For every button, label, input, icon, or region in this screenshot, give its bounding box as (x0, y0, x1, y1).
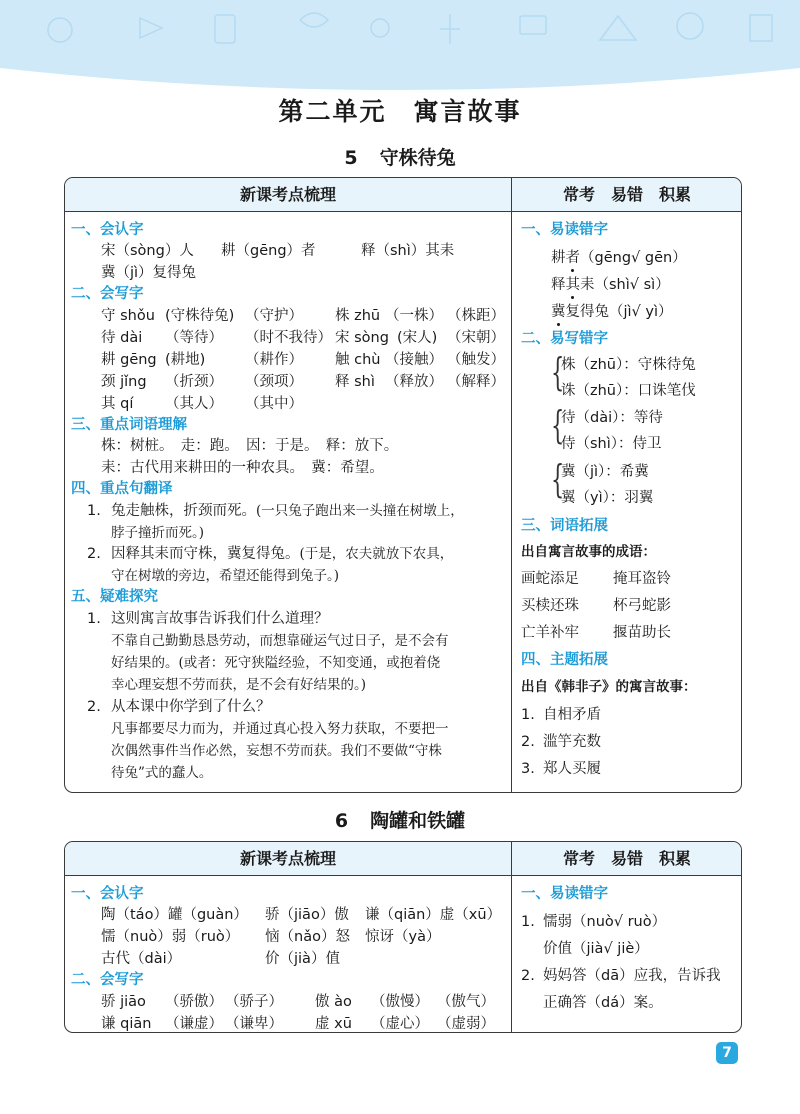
l6-r-item-line: 妈妈答（dā）应我，告诉我 (543, 968, 721, 984)
l5-w-char: 守 shǒu (101, 308, 155, 324)
l5-r-char: 耕 (551, 250, 566, 266)
l5-r-misread-1 (551, 248, 687, 268)
lesson5-card-divider (511, 178, 512, 792)
l5-r-miswrite-1a: 株（zhū）：守株待兔 (561, 357, 696, 373)
lesson5-header-left: 新课考点梳理 (239, 185, 336, 204)
l5-q1-answer-2: 好结果的。(或者：死守狭隘经验，不知变通，或抱着侥 (111, 655, 441, 671)
l5-w-word: （其中） (245, 396, 303, 412)
top-banner (0, 0, 800, 100)
brace-icon: { (551, 350, 565, 394)
l5-r-han-item: 郑人买履 (543, 761, 601, 777)
l5-q1-answer-1: 不靠自己勤勤恳恳劳动，而想靠碰运气过日子，是不会有 (111, 633, 449, 649)
l6-recognize: 古代（dài） (101, 951, 182, 967)
l5-r-heading-miswrite: 二、易写错字 (521, 331, 608, 347)
l5-r-han-label: 出自《韩非子》的寓言故事： (521, 679, 697, 695)
l5-translate-2-text: 因释其耒而守株，冀复得兔。 (111, 546, 300, 562)
l6-w-char: 谦 qiān (101, 1016, 152, 1032)
l5-translate-2-note: (于是，农夫就放下农具， (299, 546, 454, 562)
l5-r-idiom: 买椟还珠 (521, 598, 579, 614)
l5-r-char-dotted: 者 (565, 250, 580, 266)
l5-heading-recognize: 一、会认字 (71, 222, 144, 238)
l5-w-char: 释 shì (335, 374, 375, 390)
l5-r-han-num: 2. (521, 734, 535, 750)
lesson5-number: 5 (344, 147, 358, 169)
l5-r-han-num: 1. (521, 707, 535, 723)
l5-w-word: （颈项） (245, 374, 303, 390)
l6-w-word: （虚心） (371, 1016, 429, 1032)
l5-q2-answer-3: 待兔”式的蠢人。 (111, 765, 213, 781)
l5-w-word: （株距） (447, 308, 505, 324)
l6-recognize: 惊讶（yà） (365, 929, 441, 945)
l5-translate-1-text: 兔走触株，折颈而死。 (111, 503, 256, 519)
l5-w-word: (守株待兔) (165, 308, 235, 324)
l5-w-word: （释放） (385, 374, 443, 390)
l6-heading-recognize: 一、会认字 (71, 886, 144, 902)
l6-recognize: 骄（jiāo）傲 (265, 907, 349, 923)
l5-r-idiom: 亡羊补牢 (521, 625, 579, 641)
l5-heading-explore: 五、疑难探究 (71, 589, 158, 605)
lesson6-header-left: 新课考点梳理 (239, 849, 336, 868)
l5-r-miswrite-2a: 待（dài）：等待 (561, 410, 663, 426)
l5-w-char: 宋 sòng (335, 330, 389, 346)
l5-w-word: （解释） (447, 374, 505, 390)
l5-r-idiom: 画蛇添足 (521, 571, 579, 587)
l5-r-idiom-label: 出自寓言故事的成语： (521, 544, 656, 560)
l5-r-char-dotted: 其 (565, 277, 580, 293)
l5-translate-2 (111, 544, 453, 564)
l5-recognize-2: 耕（gēng）者 (221, 243, 316, 259)
l5-translate-1 (111, 501, 464, 521)
l5-translate-2-num: 2. (87, 546, 101, 562)
l5-r-heading-theme: 四、主题拓展 (521, 652, 608, 668)
l5-heading-write: 二、会写字 (71, 286, 144, 302)
l6-w-word: （虚弱） (437, 1016, 495, 1032)
l5-heading-translate: 四、重点句翻译 (71, 481, 173, 497)
l5-q1-num: 1. (87, 611, 101, 627)
l5-vocab-1: 株：树桩。 走：跑。 因：于是。 释：放下。 (101, 438, 399, 454)
l5-w-char: 株 zhū (335, 308, 381, 324)
l6-w-word: （谦虚） (165, 1016, 223, 1032)
l5-q1-answer-3: 幸心理妄想不劳而获，是不会有好结果的。) (111, 677, 367, 693)
l5-r-char-dotted: 冀 (551, 304, 566, 320)
unit-title: 第二单元 寓言故事 (278, 97, 522, 126)
l6-r-item-num: 2. (521, 968, 535, 984)
lesson6-number: 6 (334, 810, 349, 832)
l5-q2-answer-2: 次偶然事件当作必然，妄想不劳而获。我们不要做“守株 (111, 743, 442, 759)
l6-heading-write: 二、会写字 (71, 972, 144, 988)
l6-w-word: （骄傲） (165, 994, 223, 1010)
lesson5-header-right: 常考 易错 积累 (562, 185, 691, 204)
l6-w-char: 傲 ào (315, 994, 352, 1010)
brace-icon: { (551, 403, 565, 447)
l5-w-char: 耕 gēng (101, 352, 157, 368)
l5-q2-num: 2. (87, 699, 101, 715)
l5-w-word: （触发） (447, 352, 505, 368)
l5-r-miswrite-3a: 冀（jì）：希冀 (561, 464, 649, 480)
l5-w-char: 待 dài (101, 330, 143, 346)
l5-w-char: 触 chù (335, 352, 381, 368)
l5-recognize-4: 冀（jì）复得兔 (101, 265, 197, 281)
l5-w-word: （耕作） (245, 352, 303, 368)
l6-r-item-num: 1. (521, 914, 535, 930)
l5-r-heading-words: 三、词语拓展 (521, 518, 608, 534)
lesson5-title (0, 143, 800, 170)
l6-w-char: 虚 xū (315, 1016, 352, 1032)
l5-r-misread-2 (551, 275, 670, 295)
l5-w-word: (耕地) (165, 352, 206, 368)
lesson6-card-divider (511, 842, 512, 1032)
l6-r-heading-misread: 一、易读错字 (521, 886, 608, 902)
l5-r-idiom: 揠苗助长 (613, 625, 671, 641)
l6-w-char: 骄 jiāo (101, 994, 146, 1010)
l6-r-item-line: 懦弱（nuò√ ruò） (543, 914, 667, 930)
l5-q1: 这则寓言故事告诉我们什么道理？ (111, 611, 329, 627)
l5-w-word: （宋朝） (447, 330, 505, 346)
l5-w-word: （时不我待） (245, 330, 332, 346)
l5-r-pinyin: 复得兔（jì√ yì） (565, 304, 673, 320)
l5-r-misread-3 (551, 302, 673, 322)
lesson5-card (64, 177, 742, 793)
l5-w-char: 颈 jǐng (101, 374, 147, 390)
l6-recognize: 懦（nuò）弱（ruò） (101, 929, 240, 945)
l5-q2-answer-1: 凡事都要尽力而为，并通过真心投入努力获取，不要把一 (111, 721, 449, 737)
lesson6-card (64, 841, 742, 1033)
l5-r-idiom: 杯弓蛇影 (613, 598, 671, 614)
l5-r-han-num: 3. (521, 761, 535, 777)
l5-r-pinyin: （gēng√ gēn） (580, 250, 687, 266)
l6-recognize: 陶（táo）罐（guàn） (101, 907, 248, 923)
l5-r-pinyin: 耒（shì√ sì） (580, 277, 670, 293)
lesson6-title-text: 陶罐和铁罐 (370, 810, 466, 832)
l5-r-heading-misread: 一、易读错字 (521, 222, 608, 238)
l5-r-miswrite-2b: 侍（shì）：侍卫 (561, 436, 662, 452)
l5-translate-1-num: 1. (87, 503, 101, 519)
l5-recognize-3: 释（shì）其耒 (361, 243, 455, 259)
l6-recognize: 价（jià）值 (265, 951, 340, 967)
page-number: 7 (716, 1042, 738, 1064)
l6-w-word: （谦卑） (225, 1016, 283, 1032)
l6-w-word: （骄子） (225, 994, 283, 1010)
l5-q2: 从本课中你学到了什么？ (111, 699, 271, 715)
l6-recognize: 谦（qiān）虚（xū） (365, 907, 502, 923)
l5-heading-vocab: 三、重点词语理解 (71, 417, 187, 433)
l5-translate-2-note-2: 守在树墩的旁边，希望还能得到兔子。) (111, 568, 340, 584)
l5-w-word: (宋人) (397, 330, 438, 346)
l5-w-word: （接触） (385, 352, 443, 368)
l5-translate-1-note-2: 脖子撞折而死。) (111, 525, 205, 541)
lesson6-title (0, 806, 800, 833)
brace-icon: { (551, 457, 565, 501)
l5-w-char: 其 qí (101, 396, 134, 412)
lesson5-title-text: 守株待兔 (379, 147, 456, 169)
l6-r-item-line: 正确答（dá）案。 (543, 995, 663, 1011)
l5-w-word: （其人） (165, 396, 223, 412)
l5-w-word: （折颈） (165, 374, 223, 390)
l6-w-word: （傲气） (437, 994, 495, 1010)
l5-r-miswrite-3b: 翼（yì）：羽翼 (561, 490, 654, 506)
lesson6-header-right: 常考 易错 积累 (562, 849, 691, 868)
l5-translate-1-note: (一只兔子跑出来一头撞在树墩上， (256, 503, 464, 519)
l5-r-han-item: 滥竽充数 (543, 734, 601, 750)
l5-r-miswrite-1b: 诛（zhū）：口诛笔伐 (561, 383, 696, 399)
l6-r-item-line: 价值（jià√ jiè） (543, 941, 649, 957)
l5-w-word: （一株） (385, 308, 443, 324)
l6-recognize: 恼（nǎo）怒 (265, 929, 350, 945)
l5-vocab-2: 耒：古代用来耕田的一种农具。 冀：希望。 (101, 460, 384, 476)
l5-r-idiom: 掩耳盗铃 (613, 571, 671, 587)
l5-r-han-item: 自相矛盾 (543, 707, 601, 723)
l6-w-word: （傲慢） (371, 994, 429, 1010)
l5-w-word: （等待） (165, 330, 223, 346)
l5-w-word: （守护） (245, 308, 303, 324)
l5-recognize-1: 宋（sòng）人 (101, 243, 194, 259)
l5-r-char: 释 (551, 277, 566, 293)
